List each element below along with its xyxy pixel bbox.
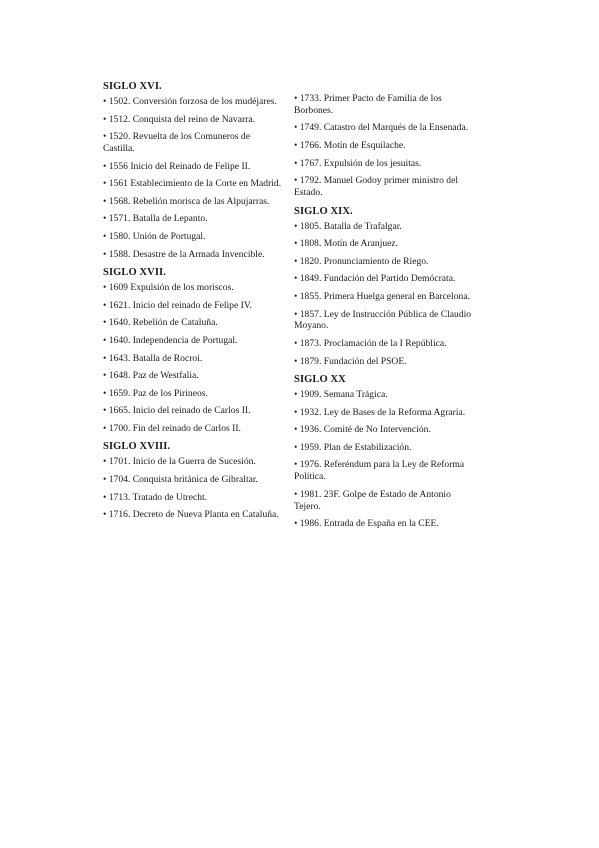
timeline-entry: • 1609 Expulsión de los moriscos. xyxy=(103,282,234,294)
timeline-entry: • 1512. Conquista del reino de Navarra. xyxy=(103,113,256,125)
timeline-entry: • 1704. Conquista británica de Gibraltar. xyxy=(103,474,258,486)
timeline-entry: • 1701. Inicio de la Guerra de Sucesión. xyxy=(103,456,256,468)
timeline-entry: • 1643. Batalla de Rocroi. xyxy=(103,352,203,364)
timeline-entry: • 1556 Inicio del Reinado de Felipe II. xyxy=(103,160,251,172)
century-heading: SIGLO XX xyxy=(294,374,346,386)
century-heading: SIGLO XVI. xyxy=(103,81,162,92)
timeline-entry: • 1502. Conversión forzosa de los mudéjares. xyxy=(103,96,277,107)
timeline-entry: • 1648. Paz de Westfalia. xyxy=(103,370,199,382)
timeline-entry: • 1932. Ley de Bases de la Reforma Agraria. xyxy=(294,406,466,418)
timeline-entry: • 1879. Fundación del PSOE. xyxy=(294,355,407,367)
century-heading: SIGLO XVII. xyxy=(103,267,166,279)
century-heading: SIGLO XIX. xyxy=(294,205,353,217)
timeline-entry: • 1640. Rebelión de Cataluña. xyxy=(103,317,218,329)
timeline-entry: • 1855. Primera Huelga general en Barcelona. xyxy=(294,290,470,302)
timeline-entry: • 1873. Proclamación de la I República. xyxy=(294,337,447,349)
timeline-entry: • 1659. Paz de los Pirineos. xyxy=(103,387,208,399)
left-column xyxy=(103,80,283,527)
timeline-entry: • 1936. Comité de No Intervención. xyxy=(294,424,431,436)
timeline-entry: • 1805. Batalla de Trafalgar. xyxy=(294,220,402,232)
timeline-entry: • 1621. Inicio del reinado de Felipe IV. xyxy=(103,299,252,311)
timeline-entry: • 1665. Inicio del reinado de Carlos II. xyxy=(103,405,251,417)
right-column xyxy=(294,93,472,536)
timeline-entry: • 1976. Referéndum para la Ley de Reforma Política. xyxy=(294,459,465,483)
century-heading: SIGLO XVIII. xyxy=(103,441,171,453)
timeline-entry: • 1767. Expulsión de los jesuitas. xyxy=(294,157,422,169)
timeline-entry: • 1849. Fundación del Partido Demócrata. xyxy=(294,273,456,285)
timeline-entry: • 1580. Unión de Portugal. xyxy=(103,230,206,242)
timeline-entry: • 1808. Motín de Aranjuez. xyxy=(294,238,399,250)
timeline-entry: • 1571. Batalla de Lepanto. xyxy=(103,213,208,225)
timeline-entry: • 1909. Semana Trágica. xyxy=(294,389,388,401)
timeline-entry: • 1700. Fin del reinado de Carlos II. xyxy=(103,422,241,434)
timeline-entry: • 1733. Primer Pacto de Familia de los Borbones. xyxy=(294,93,442,116)
timeline-entry: • 1986. Entrada de España en la CEE. xyxy=(294,518,439,530)
timeline-entry: • 1959. Plan de Estabilización. xyxy=(294,441,412,453)
timeline-entry: • 1749. Catastro del Marqués de la Ensenada. xyxy=(294,122,469,134)
timeline-entry: • 1568. Rebelión morisca de las Alpujarras. xyxy=(103,195,270,207)
timeline-entry: • 1713. Tratado de Utrecht. xyxy=(103,491,208,503)
timeline-entry: • 1857. Ley de Instrucción Pública de Claudio Moyano. xyxy=(294,308,472,332)
timeline-entry: • 1716. Decreto de Nueva Planta en Cataluña. xyxy=(103,509,279,521)
timeline-entry: • 1981. 23F. Golpe de Estado de Antonio Tejero. xyxy=(294,488,451,512)
timeline-entry: • 1640. Independencia de Portugal. xyxy=(103,334,238,346)
timeline-entry: • 1792. Manuel Godoy primer ministro del Estado. xyxy=(294,175,459,198)
timeline-entry: • 1820. Pronunciamiento de Riego. xyxy=(294,255,429,267)
timeline-entry: • 1520. Revuelta de los Comuneros de Castilla. xyxy=(103,131,250,154)
timeline-entry: • 1588. Desastre de la Armada Invencible. xyxy=(103,248,265,260)
timeline-entry: • 1766. Motín de Esquilache. xyxy=(294,139,406,151)
timeline-entry: • 1561 Establecimiento de la Corte en Madrid. xyxy=(103,178,282,190)
